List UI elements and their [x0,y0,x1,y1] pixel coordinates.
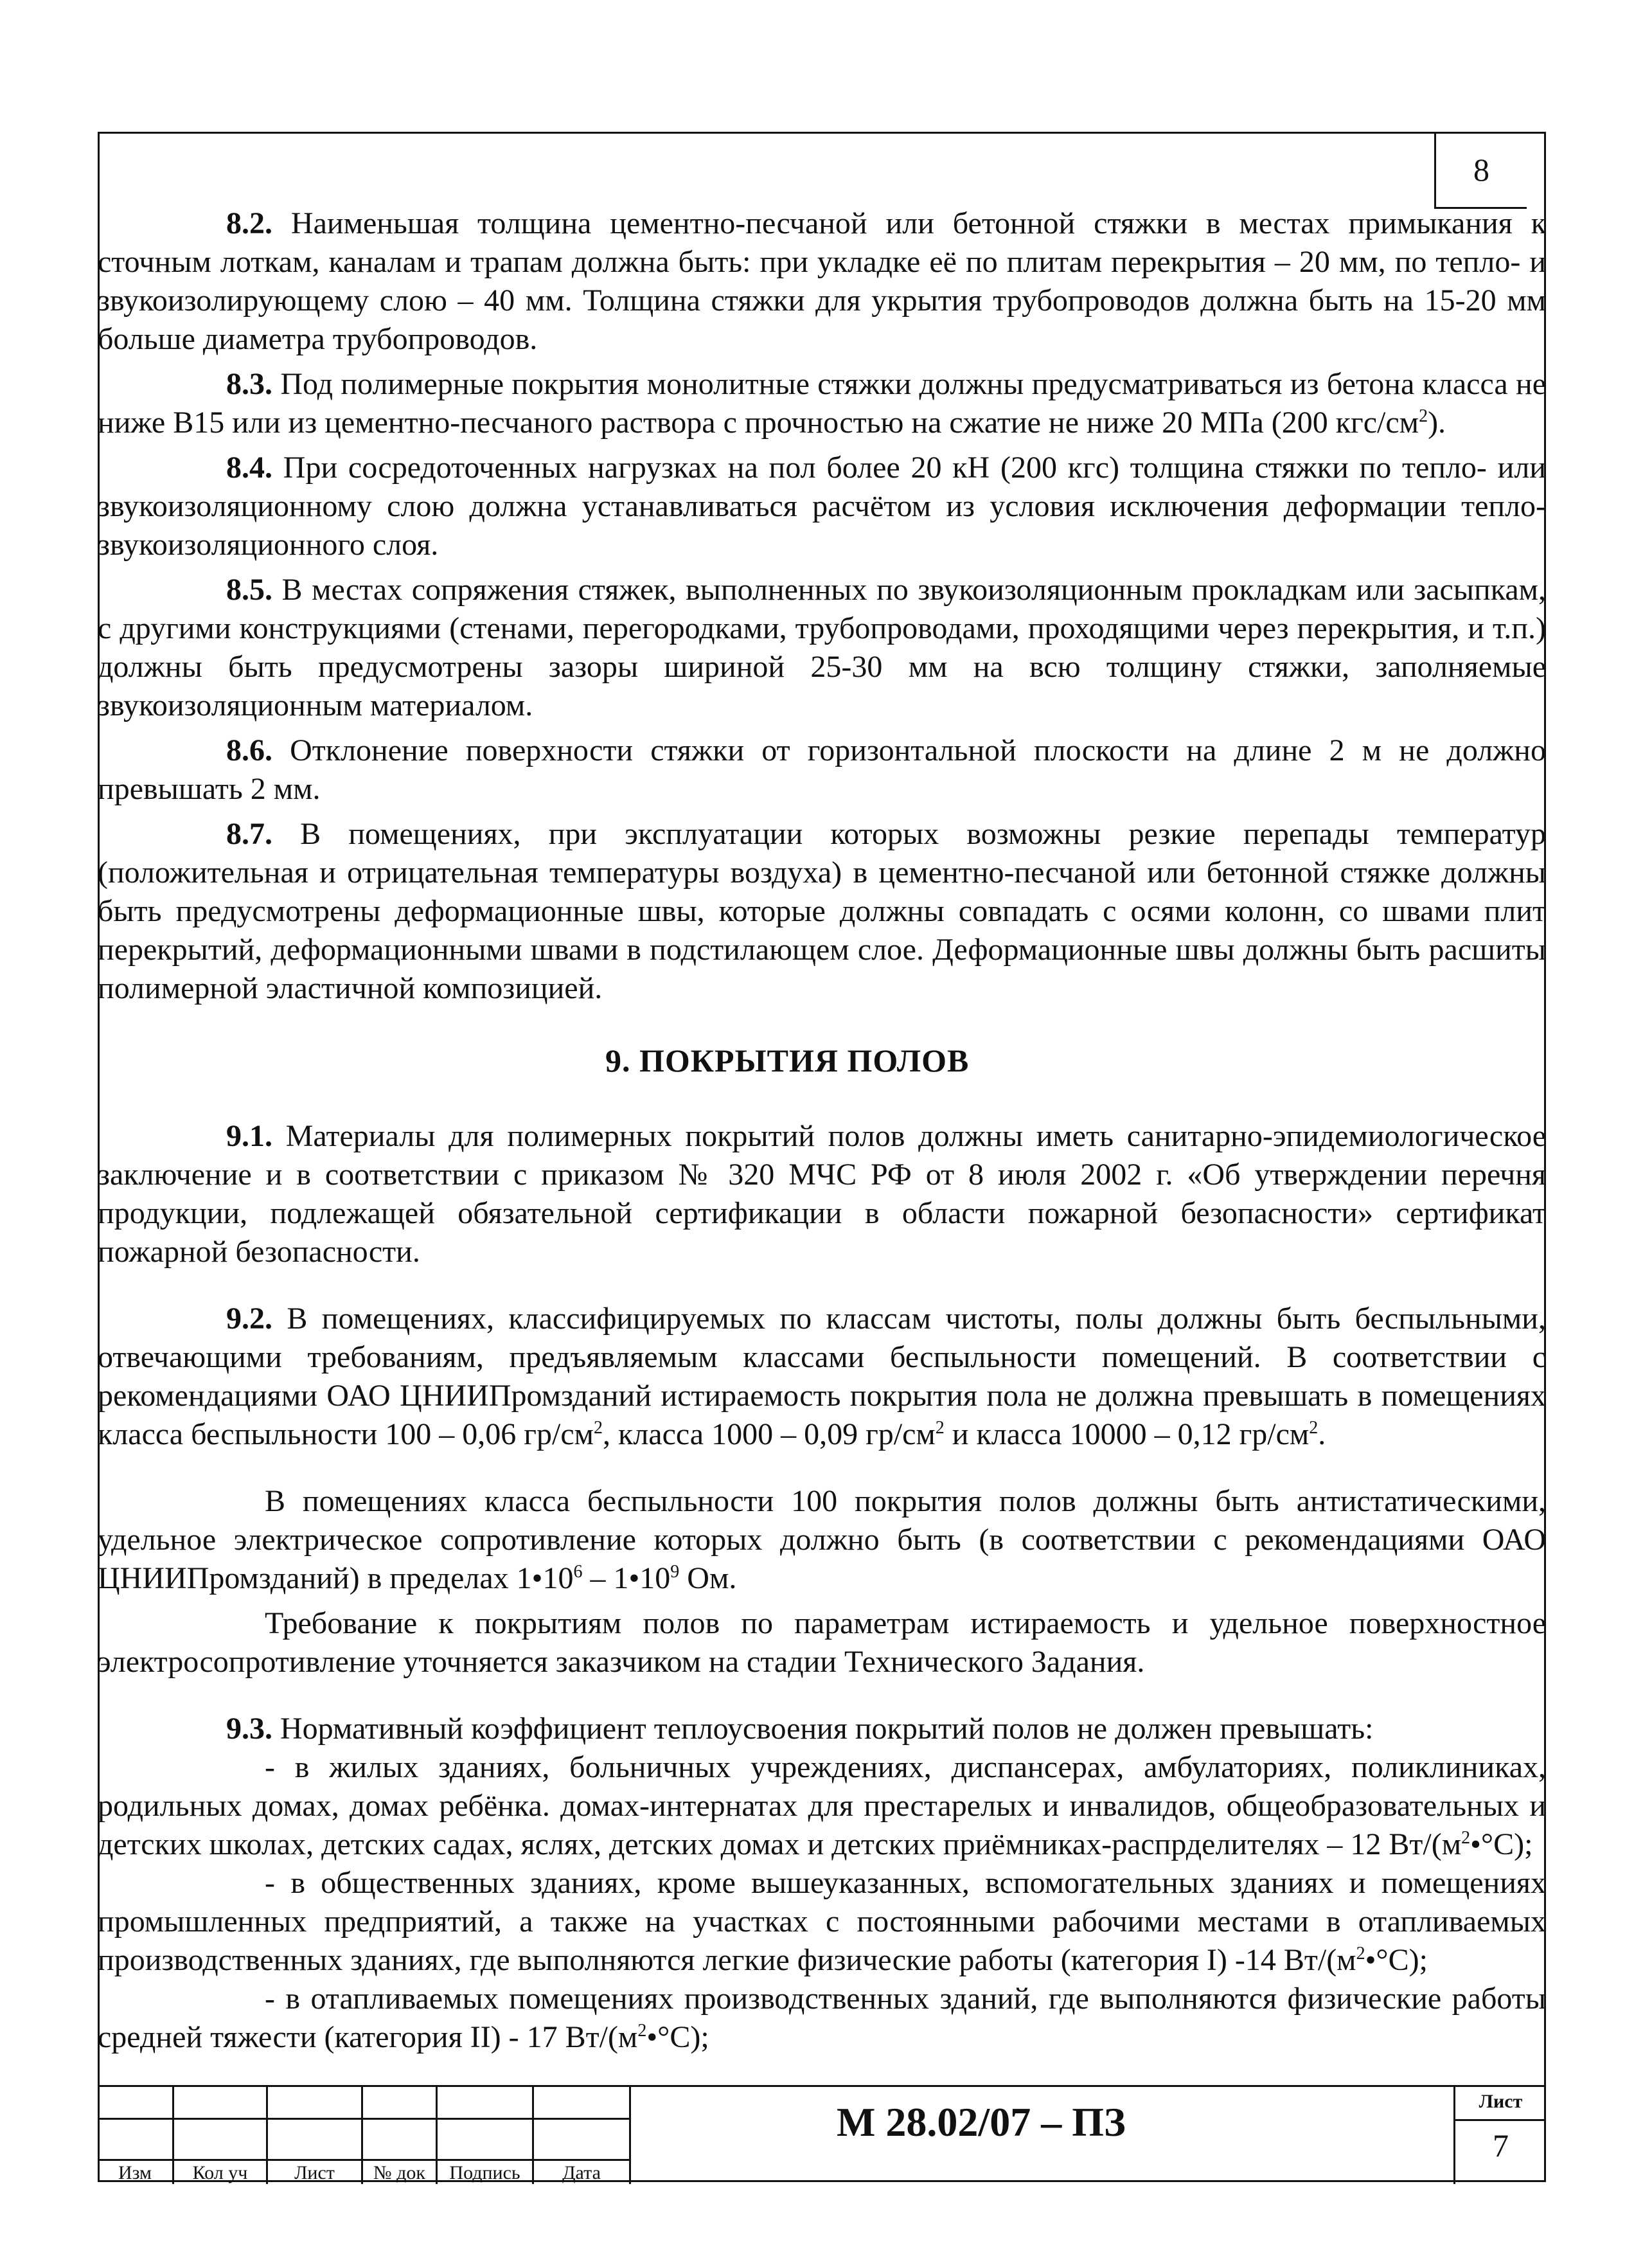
document-body [98,204,1546,2057]
clause-text: Ом. [679,1561,737,1595]
clause-number: 9.1. [226,1119,272,1153]
document-code: М 28.02/07 – ПЗ [837,2099,1126,2145]
superscript: 2 [1461,1828,1471,1848]
sheet-number: 7 [1493,2127,1509,2163]
section-9-heading: 9. ПОКРЫТИЯ ПОЛОВ [605,1043,970,1079]
sheet-label: Лист [1479,2091,1523,2112]
paragraph-9-2-antistatic [98,1482,1546,1598]
list-item-tail: •°С); [1470,1827,1533,1861]
paragraph-9-3 [98,1710,1546,1748]
clause-number: 8.2. [226,206,272,240]
paragraph-9-2 [98,1300,1546,1454]
clause-number: 8.5. [226,573,272,607]
clause-text: В помещениях класса беспыльности 100 покрытия полов должны быть антистатическими, удельное электрическое сопротивление которых должно быть (в соответствии с рекомендациями ОАО ЦНИИПромзданий) в пределах 1•10 [98,1484,1546,1595]
superscript: 6 [573,1562,583,1582]
col-label-signature: Подпись [449,2162,520,2183]
clause-text: Отклонение поверхности стяжки от горизонтальной плоскости на длине 2 м не должно превышать 2 мм. [98,733,1546,806]
clause-number: 9.2. [226,1302,272,1336]
list-item [98,1864,1546,1980]
superscript: 2 [637,2021,647,2041]
clause-text: и класса 10000 – 0,12 гр/см [944,1417,1310,1451]
sheet-box [1453,2087,1546,2184]
paragraph-8-4 [98,449,1546,564]
clause-number: 9.3. [226,1712,272,1746]
paragraph-8-5 [98,571,1546,725]
col-label-list: Лист [294,2162,335,2183]
col-label-kol-uch: Кол уч [192,2162,248,2183]
clause-text: , класса 1000 – 0,09 гр/см [603,1417,936,1451]
revision-grid [98,2087,631,2184]
clause-text: Под полимерные покрытия монолитные стяжки должны предусматриваться из бетона класса не ниже В15 или из цементно-песчаного раствора с прочностью на сжатие не ниже 20 МПа (200 кгс/см [98,367,1546,440]
list-item-text: - в жилых зданиях, больничных учреждениях, диспансерах, амбулаториях, поликлиниках, родильных домах, домах ребёнка. домах-интернатах для престарелых и инвалидов, общеобразовательных и детских школах, детских садах, яслях, детских домах и детских приёмниках-распрделителях – 12 Вт/(м [98,1750,1546,1861]
clause-number: 8.7. [226,817,272,851]
superscript: 2 [1309,1418,1319,1438]
superscript: 2 [935,1418,945,1438]
top-page-number: 8 [1434,132,1527,209]
clause-text: Нормативный коэффициент теплоусвоения покрытий полов не должен превышать: [280,1712,1374,1746]
paragraph-8-3 [98,365,1546,442]
clause-text: . [1318,1417,1326,1451]
title-block [98,2085,1546,2184]
clause-number: 8.3. [226,367,272,401]
clause-text-tail: ). [1428,406,1446,440]
clause-text: В помещениях, при эксплуатации которых возможны резкие перепады температур (положительная и отрицательная температуры воздуха) в цементно-песчаной или бетонной стяжке должны быть предусмотрены деформационные швы, которые должны совпадать с осями колонн, со швами плит перекрытий, деформационными швами в подстилающем слое. Деформационные швы должны быть расшиты полимерной эластичной композицией. [98,817,1547,1005]
superscript: 2 [1356,1944,1365,1964]
paragraph-8-7 [98,815,1546,1008]
superscript: 2 [1419,406,1428,426]
col-label-doc-no: № док [373,2162,425,2183]
list-item-text: - в отапливаемых помещениях производственных зданий, где выполняются физические работы средней тяжести (категория II) - 17 Вт/(м [98,1982,1546,2054]
list-item [98,1748,1546,1864]
clause-text: Наименьшая толщина цементно-песчаной или бетонной стяжки в местах примыкания к сточным лоткам, каналам и трапам должна быть: при укладке её по плитам перекрытия – 20 мм, по тепло- и звукоизолирующему слою – 40 мм. Толщина стяжки для укрытия трубопроводов должна быть на 15-20 мм больше диаметра трубопроводов. [98,206,1547,356]
paragraph-9-2-requirement: Требование к покрытиям полов по параметрам истираемость и удельное поверхностное электросопротивление уточняется заказчиком на стадии Технического Задания. [98,1606,1546,1679]
superscript: 2 [594,1418,603,1438]
clause-text: В местах сопряжения стяжек, выполненных по звукоизоляционным прокладкам или засыпкам, с другими конструкциями (стенами, перегородками, трубопроводами, проходящими через перекрытия, и т.п.) должны быть предусмотрены зазоры шириной 25-30 мм на всю толщину стяжки, заполняемые звукоизоляционным материалом. [98,573,1547,722]
clause-number: 8.4. [226,451,272,485]
paragraph-8-2 [98,204,1546,359]
list-item-tail: •°С); [1365,1943,1428,1977]
clause-number: 8.6. [226,733,272,767]
clause-text: – 1•10 [582,1561,671,1595]
clause-text: При сосредоточенных нагрузках на пол более 20 кН (200 кгс) толщина стяжки по тепло- или звукоизоляционному слою должна устанавливаться расчётом из условия исключения деформации тепло-звукоизоляционного слоя. [98,451,1547,562]
list-item-tail: •°С); [646,2020,709,2054]
paragraph-9-1 [98,1117,1546,1271]
clause-text: В помещениях, классифицируемых по классам чистоты, полы должны быть беспыльными, отвечающими требованиям, предъявляемым классами беспыльности помещений. В соответствии с рекомендациями ОАО ЦНИИПромзданий истираемость покрытия пола не должна превышать в помещениях класса беспыльности 100 – 0,06 гр/см [98,1302,1546,1451]
list-item [98,1980,1546,2057]
list-item-text: - в общественных зданиях, кроме вышеуказанных, вспомогательных зданиях и помещениях промышленных предприятий, а также на участках с постоянными рабочими местами в отапливаемых производственных зданиях, где выполняются легкие физические работы (категория I) -14 Вт/(м [98,1866,1546,1977]
col-label-izm: Изм [118,2162,152,2183]
superscript: 9 [670,1562,680,1582]
paragraph-8-6 [98,731,1546,809]
col-label-date: Дата [562,2162,601,2183]
clause-text: Материалы для полимерных покрытий полов должны иметь санитарно-эпидемиологическое заключение и в соответствии с приказом № 320 МЧС РФ от 8 июля 2002 г. «Об утверждении перечня продукции, подлежащей обязательной сертификации в области пожарной безопасности» сертификат пожарной безопасности. [98,1119,1546,1269]
